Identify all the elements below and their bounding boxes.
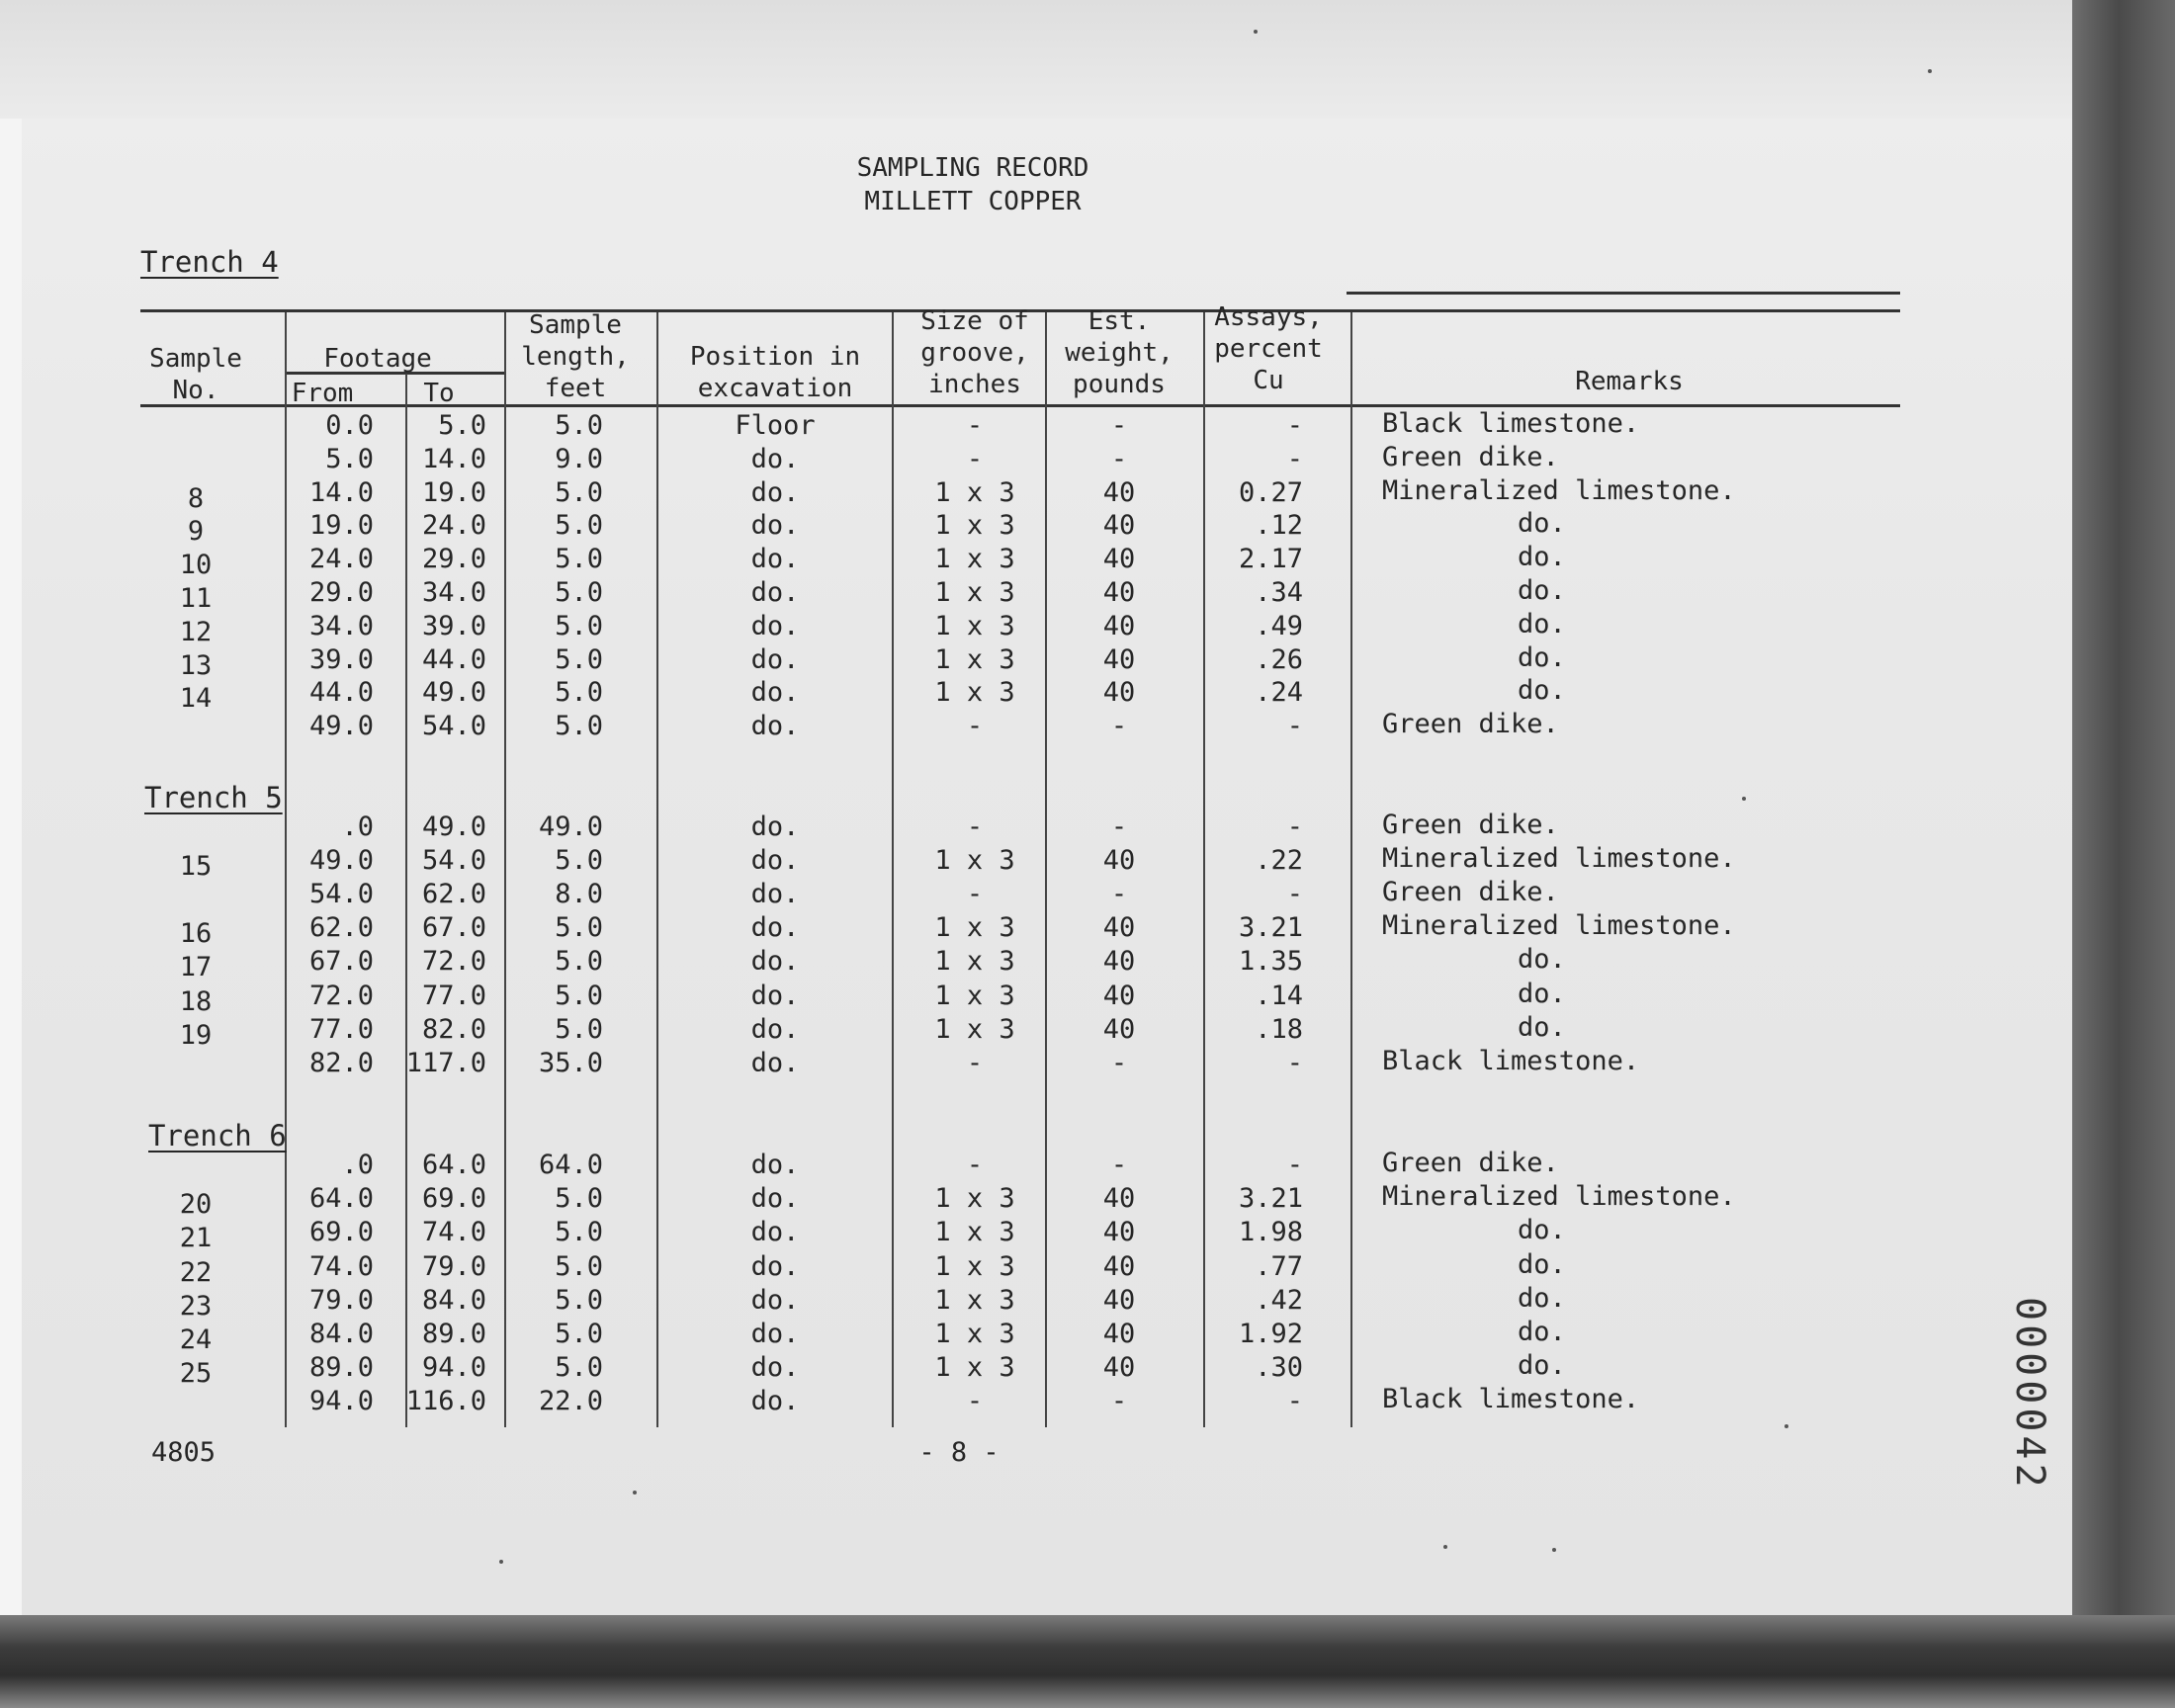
- assay-percent-cu: .24: [1255, 677, 1303, 708]
- remarks: Mineralized limestone.: [1382, 910, 1736, 941]
- column-rule-6: [1203, 312, 1205, 1427]
- sample-length: 5.0: [555, 1285, 603, 1316]
- estimated-weight: 40: [1102, 981, 1136, 1011]
- groove-size: 1 x 3: [934, 1251, 1015, 1282]
- footage-to: 74.0: [421, 1217, 486, 1247]
- sample-length: 5.0: [555, 577, 603, 608]
- footage-to: 54.0: [421, 711, 486, 741]
- estimated-weight: -: [1110, 410, 1128, 441]
- footage-from: 54.0: [308, 879, 374, 909]
- remarks: do.: [1518, 1283, 1566, 1314]
- sample-number: 19: [179, 1020, 213, 1051]
- scan-speck: [499, 1560, 503, 1564]
- assay-percent-cu: -: [1286, 811, 1303, 842]
- footage-from: 14.0: [308, 477, 374, 508]
- remarks: Green dike.: [1382, 877, 1559, 907]
- estimated-weight: 40: [1102, 1352, 1136, 1383]
- footage-to: 19.0: [421, 477, 486, 508]
- remarks: do.: [1518, 1215, 1566, 1245]
- footage-to: 34.0: [421, 577, 486, 608]
- remarks: do.: [1518, 508, 1566, 539]
- column-rule-1: [405, 374, 407, 1427]
- col-header-length: feet: [544, 374, 607, 403]
- position-in-excavation: do.: [750, 1319, 800, 1349]
- estimated-weight: 40: [1102, 644, 1136, 675]
- remarks: do.: [1518, 675, 1566, 706]
- footage-to: 89.0: [421, 1319, 486, 1349]
- scan-speck: [1254, 30, 1258, 34]
- footage-to: 49.0: [421, 677, 486, 708]
- page-stamp-number: [1855, 1297, 2052, 1346]
- column-rule-5: [1045, 312, 1047, 1427]
- footage-to: 77.0: [421, 981, 486, 1011]
- groove-size: 1 x 3: [934, 1217, 1015, 1247]
- sample-number: 11: [179, 583, 213, 614]
- footage-from: 64.0: [308, 1183, 374, 1214]
- sample-number: 17: [179, 952, 213, 982]
- position-in-excavation: do.: [750, 946, 800, 977]
- scan-speck: [1784, 1424, 1788, 1428]
- groove-size: 1 x 3: [934, 946, 1015, 977]
- estimated-weight: 40: [1102, 510, 1136, 541]
- assay-percent-cu: 1.92: [1238, 1319, 1303, 1349]
- col-header-to: To: [423, 379, 455, 408]
- footage-from: 82.0: [308, 1048, 374, 1078]
- position-in-excavation: do.: [750, 981, 800, 1011]
- estimated-weight: -: [1110, 879, 1128, 909]
- footage-from: 89.0: [308, 1352, 374, 1383]
- groove-size: 1 x 3: [934, 1352, 1015, 1383]
- estimated-weight: -: [1110, 1048, 1128, 1078]
- groove-size: 1 x 3: [934, 1183, 1015, 1214]
- assay-percent-cu: 3.21: [1238, 1183, 1303, 1214]
- groove-size: -: [966, 444, 984, 474]
- groove-size: 1 x 3: [934, 1285, 1015, 1316]
- remarks: Green dike.: [1382, 442, 1559, 472]
- remarks: Green dike.: [1382, 810, 1559, 840]
- assay-percent-cu: .42: [1255, 1285, 1303, 1316]
- sample-length: 5.0: [555, 410, 603, 441]
- groove-size: -: [966, 711, 984, 741]
- footage-from: 49.0: [308, 711, 374, 741]
- estimated-weight: 40: [1102, 912, 1136, 943]
- sample-length: 5.0: [555, 1319, 603, 1349]
- sample-length: 5.0: [555, 611, 603, 641]
- assay-percent-cu: .34: [1255, 577, 1303, 608]
- assay-percent-cu: .30: [1255, 1352, 1303, 1383]
- document-number: 4805: [151, 1437, 217, 1468]
- col-header-assays: percent: [1214, 334, 1323, 364]
- assay-percent-cu: 1.35: [1238, 946, 1303, 977]
- position-in-excavation: do.: [750, 1014, 800, 1045]
- scan-speck: [1552, 1548, 1556, 1552]
- footage-to: 72.0: [421, 946, 486, 977]
- column-rule-2: [504, 312, 506, 1427]
- sample-number: 10: [179, 550, 213, 580]
- assay-percent-cu: .12: [1255, 510, 1303, 541]
- sample-length: 5.0: [555, 644, 603, 675]
- scan-speck: [1443, 1545, 1447, 1549]
- assay-percent-cu: 1.98: [1238, 1217, 1303, 1247]
- estimated-weight: 40: [1102, 611, 1136, 641]
- estimated-weight: 40: [1102, 1251, 1136, 1282]
- estimated-weight: 40: [1102, 677, 1136, 708]
- groove-size: -: [966, 1048, 984, 1078]
- footage-from: 62.0: [308, 912, 374, 943]
- position-in-excavation: do.: [750, 577, 800, 608]
- scan-right-edge: [2072, 0, 2175, 1708]
- footage-from: 49.0: [308, 845, 374, 876]
- groove-size: 1 x 3: [934, 677, 1015, 708]
- position-in-excavation: do.: [750, 711, 800, 741]
- sample-length: 35.0: [538, 1048, 603, 1078]
- remarks: do.: [1518, 575, 1566, 606]
- position-in-excavation: do.: [750, 1251, 800, 1282]
- groove-size: 1 x 3: [934, 510, 1015, 541]
- position-in-excavation: do.: [750, 1352, 800, 1383]
- sample-number: 18: [179, 986, 213, 1017]
- col-header-groove: Size of: [920, 306, 1029, 336]
- sample-length: 5.0: [555, 1014, 603, 1045]
- remarks: do.: [1518, 1249, 1566, 1280]
- groove-size: -: [966, 1386, 984, 1416]
- scan-speck: [1928, 69, 1932, 73]
- position-in-excavation: do.: [750, 1386, 800, 1416]
- col-header-assays: Cu: [1253, 366, 1284, 395]
- scan-top-shadow: [0, 0, 2076, 119]
- position-in-excavation: do.: [750, 1217, 800, 1247]
- footage-to: 67.0: [421, 912, 486, 943]
- footage-to: 82.0: [421, 1014, 486, 1045]
- position-in-excavation: do.: [750, 510, 800, 541]
- col-header-length: length,: [521, 342, 630, 372]
- footage-to: 94.0: [421, 1352, 486, 1383]
- footage-from: 69.0: [308, 1217, 374, 1247]
- sample-length: 5.0: [555, 1352, 603, 1383]
- estimated-weight: 40: [1102, 1319, 1136, 1349]
- sample-length: 5.0: [555, 1217, 603, 1247]
- assay-percent-cu: 2.17: [1238, 544, 1303, 574]
- col-header-length: Sample: [529, 310, 622, 340]
- sample-length: 64.0: [538, 1150, 603, 1180]
- column-rule-4: [892, 312, 894, 1427]
- footage-to: 29.0: [421, 544, 486, 574]
- col-header-assays: Assays,: [1214, 302, 1323, 332]
- position-in-excavation: do.: [750, 1150, 800, 1180]
- sample-length: 5.0: [555, 477, 603, 508]
- position-in-excavation: do.: [750, 477, 800, 508]
- estimated-weight: 40: [1102, 1217, 1136, 1247]
- groove-size: -: [966, 811, 984, 842]
- footage-to: 117.0: [405, 1048, 486, 1078]
- assay-percent-cu: .26: [1255, 644, 1303, 675]
- remarks: do.: [1518, 1012, 1566, 1043]
- footage-from: 5.0: [325, 444, 374, 474]
- groove-size: 1 x 3: [934, 611, 1015, 641]
- footage-from: 0.0: [325, 410, 374, 441]
- sample-number: 23: [179, 1291, 213, 1322]
- remarks: Black limestone.: [1382, 1384, 1640, 1414]
- assay-percent-cu: .14: [1255, 981, 1303, 1011]
- col-header-weight: Est.: [1088, 306, 1151, 336]
- position-in-excavation: do.: [750, 644, 800, 675]
- remarks: do.: [1518, 1317, 1566, 1347]
- position-in-excavation: do.: [750, 1285, 800, 1316]
- sample-number: 12: [179, 617, 213, 647]
- scan-speck: [633, 1491, 637, 1494]
- footage-to: 69.0: [421, 1183, 486, 1214]
- groove-size: 1 x 3: [934, 644, 1015, 675]
- sample-number: 16: [179, 918, 213, 949]
- scan-bottom-edge: [0, 1615, 2175, 1708]
- sample-length: 5.0: [555, 544, 603, 574]
- sample-length: 5.0: [555, 711, 603, 741]
- remarks: Mineralized limestone.: [1382, 475, 1736, 506]
- col-header-sample: No.: [172, 376, 219, 405]
- remarks: do.: [1518, 609, 1566, 640]
- sample-length: 9.0: [555, 444, 603, 474]
- assay-percent-cu: .49: [1255, 611, 1303, 641]
- remarks: Black limestone.: [1382, 408, 1640, 439]
- assay-percent-cu: -: [1286, 1150, 1303, 1180]
- sample-length: 5.0: [555, 510, 603, 541]
- groove-size: 1 x 3: [934, 1319, 1015, 1349]
- page-number: - 8 -: [918, 1437, 1000, 1468]
- groove-size: 1 x 3: [934, 477, 1015, 508]
- trench-label: Trench 6: [148, 1119, 287, 1153]
- footage-from: .0: [341, 1150, 374, 1180]
- estimated-weight: -: [1110, 1386, 1128, 1416]
- sample-number: 8: [187, 483, 205, 514]
- assay-percent-cu: -: [1286, 1048, 1303, 1078]
- estimated-weight: -: [1110, 711, 1128, 741]
- remarks: Green dike.: [1382, 709, 1559, 739]
- col-header-remarks: Remarks: [1575, 367, 1684, 396]
- footage-from: 67.0: [308, 946, 374, 977]
- estimated-weight: 40: [1102, 477, 1136, 508]
- col-header-groove: inches: [928, 370, 1021, 399]
- groove-size: 1 x 3: [934, 845, 1015, 876]
- column-rule-7: [1350, 312, 1352, 1427]
- sample-number: 25: [179, 1358, 213, 1389]
- remarks: do.: [1518, 979, 1566, 1009]
- footage-from: 72.0: [308, 981, 374, 1011]
- position-in-excavation: do.: [750, 544, 800, 574]
- estimated-weight: -: [1110, 444, 1128, 474]
- groove-size: -: [966, 410, 984, 441]
- remarks: do.: [1518, 1350, 1566, 1381]
- footage-from: 79.0: [308, 1285, 374, 1316]
- position-in-excavation: do.: [750, 444, 800, 474]
- estimated-weight: -: [1110, 811, 1128, 842]
- footage-from: 34.0: [308, 611, 374, 641]
- footage-to: 5.0: [438, 410, 486, 441]
- col-header-weight: pounds: [1073, 370, 1166, 399]
- position-in-excavation: do.: [750, 677, 800, 708]
- footage-to: 49.0: [421, 811, 486, 842]
- assay-percent-cu: 3.21: [1238, 912, 1303, 943]
- column-rule-0: [285, 312, 287, 1427]
- footage-to: 116.0: [405, 1386, 486, 1416]
- groove-size: 1 x 3: [934, 981, 1015, 1011]
- footage-to: 84.0: [421, 1285, 486, 1316]
- remarks: do.: [1518, 944, 1566, 975]
- sample-number: 13: [179, 650, 213, 681]
- estimated-weight: 40: [1102, 1014, 1136, 1045]
- sample-number: 14: [179, 683, 213, 714]
- footage-from: 44.0: [308, 677, 374, 708]
- footage-to: 64.0: [421, 1150, 486, 1180]
- footage-from: 94.0: [308, 1386, 374, 1416]
- footage-from: 29.0: [308, 577, 374, 608]
- position-in-excavation: do.: [750, 611, 800, 641]
- remarks: Black limestone.: [1382, 1046, 1640, 1076]
- estimated-weight: 40: [1102, 577, 1136, 608]
- col-header-from: From: [291, 379, 354, 408]
- remarks: do.: [1518, 642, 1566, 673]
- assay-percent-cu: -: [1286, 1386, 1303, 1416]
- footage-from: 39.0: [308, 644, 374, 675]
- position-in-excavation: do.: [750, 912, 800, 943]
- remarks: Mineralized limestone.: [1382, 843, 1736, 874]
- document-title: SAMPLING RECORD: [856, 153, 1089, 183]
- footage-to: 39.0: [421, 611, 486, 641]
- groove-size: -: [966, 879, 984, 909]
- sample-length: 8.0: [555, 879, 603, 909]
- sample-number: 24: [179, 1324, 213, 1355]
- position-in-excavation: Floor: [735, 410, 816, 441]
- sample-number: 20: [179, 1189, 213, 1220]
- footage-to: 44.0: [421, 644, 486, 675]
- groove-size: -: [966, 1150, 984, 1180]
- sample-length: 5.0: [555, 677, 603, 708]
- assay-percent-cu: .22: [1255, 845, 1303, 876]
- footage-to: 24.0: [421, 510, 486, 541]
- document-subtitle: MILLETT COPPER: [864, 187, 1082, 216]
- sample-length: 22.0: [538, 1386, 603, 1416]
- col-header-footage: Footage: [323, 344, 432, 374]
- remarks: do.: [1518, 542, 1566, 572]
- groove-size: 1 x 3: [934, 577, 1015, 608]
- estimated-weight: 40: [1102, 1183, 1136, 1214]
- sample-length: 5.0: [555, 845, 603, 876]
- footage-from: 19.0: [308, 510, 374, 541]
- footage-to: 14.0: [421, 444, 486, 474]
- footage-from: 77.0: [308, 1014, 374, 1045]
- col-header-sample: Sample: [149, 344, 242, 374]
- col-header-weight: weight,: [1065, 338, 1174, 368]
- position-in-excavation: do.: [750, 1183, 800, 1214]
- groove-size: 1 x 3: [934, 912, 1015, 943]
- sample-number: 21: [179, 1223, 213, 1253]
- footage-to: 79.0: [421, 1251, 486, 1282]
- sample-length: 5.0: [555, 946, 603, 977]
- sample-number: 15: [179, 851, 213, 882]
- footage-to: 62.0: [421, 879, 486, 909]
- scan-speck: [1742, 797, 1746, 801]
- sample-length: 49.0: [538, 811, 603, 842]
- footage-from: 74.0: [308, 1251, 374, 1282]
- position-in-excavation: do.: [750, 1048, 800, 1078]
- assay-percent-cu: -: [1286, 711, 1303, 741]
- col-header-groove: groove,: [920, 338, 1029, 368]
- column-rule-3: [656, 312, 658, 1427]
- estimated-weight: 40: [1102, 544, 1136, 574]
- estimated-weight: -: [1110, 1150, 1128, 1180]
- footage-to: 54.0: [421, 845, 486, 876]
- sample-length: 5.0: [555, 912, 603, 943]
- assay-percent-cu: -: [1286, 879, 1303, 909]
- sample-number: 9: [187, 516, 205, 547]
- estimated-weight: 40: [1102, 1285, 1136, 1316]
- remarks: Green dike.: [1382, 1148, 1559, 1178]
- estimated-weight: 40: [1102, 845, 1136, 876]
- groove-size: 1 x 3: [934, 1014, 1015, 1045]
- sample-number: 22: [179, 1257, 213, 1288]
- assay-percent-cu: -: [1286, 444, 1303, 474]
- col-header-position: Position in: [689, 342, 861, 372]
- trench-label: Trench 4: [140, 245, 279, 279]
- remarks: Mineralized limestone.: [1382, 1181, 1736, 1212]
- assay-percent-cu: .77: [1255, 1251, 1303, 1282]
- header-bottom-rule: [140, 404, 1900, 407]
- assay-percent-cu: 0.27: [1238, 477, 1303, 508]
- position-in-excavation: do.: [750, 811, 800, 842]
- footage-from: 84.0: [308, 1319, 374, 1349]
- assay-percent-cu: .18: [1255, 1014, 1303, 1045]
- col-header-position: excavation: [697, 374, 853, 403]
- position-in-excavation: do.: [750, 845, 800, 876]
- trench-label: Trench 5: [144, 781, 283, 814]
- position-in-excavation: do.: [750, 879, 800, 909]
- header-top-rule-right: [1347, 292, 1900, 295]
- assay-percent-cu: -: [1286, 410, 1303, 441]
- estimated-weight: 40: [1102, 946, 1136, 977]
- groove-size: 1 x 3: [934, 544, 1015, 574]
- sample-length: 5.0: [555, 1183, 603, 1214]
- footage-from: .0: [341, 811, 374, 842]
- sample-length: 5.0: [555, 981, 603, 1011]
- footage-from: 24.0: [308, 544, 374, 574]
- sample-length: 5.0: [555, 1251, 603, 1282]
